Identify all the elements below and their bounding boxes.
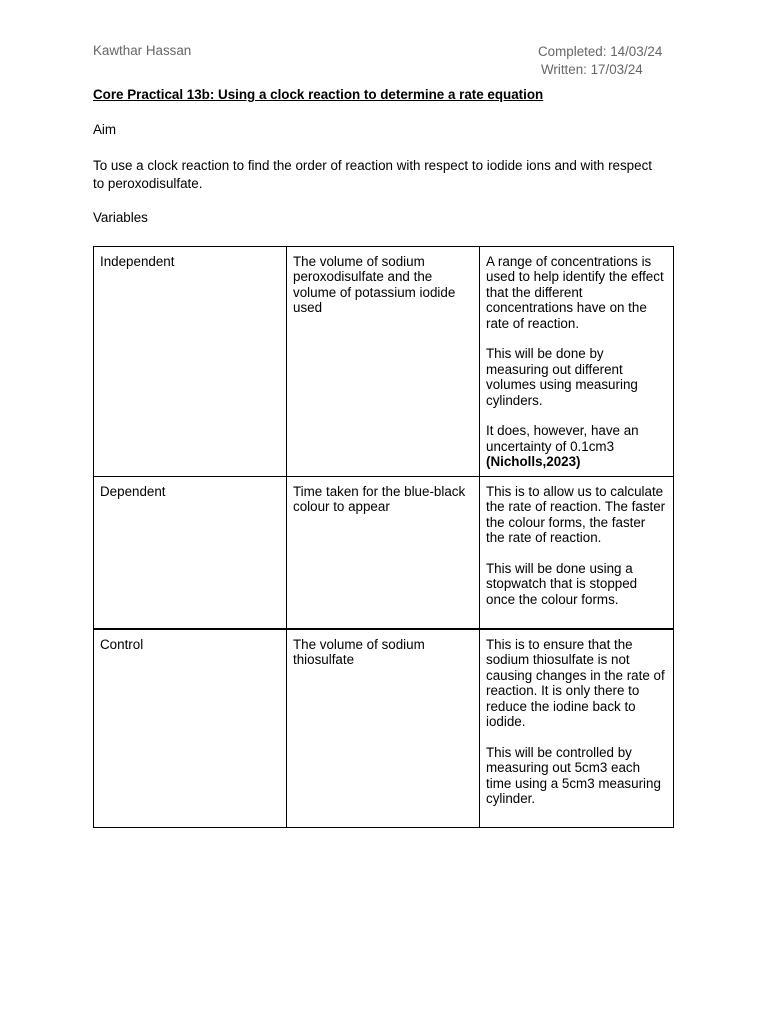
explanation-paragraph: A range of concentrations is used to help identify the effect that the different concentrations have on the rate of reaction. [486, 254, 664, 331]
explanation-paragraph [486, 423, 667, 469]
variables-table [93, 246, 674, 828]
explanation-cell [480, 629, 674, 828]
citation: (Nicholls,2023) [486, 454, 581, 470]
explanation-paragraph: This will be controlled by measuring out 5cm3 each time using a 5cm3 measuring cylinder. [486, 744, 661, 807]
variable-type-cell: Dependent [94, 477, 287, 630]
table-row [94, 247, 674, 477]
variable-description-cell: The volume of sodium peroxodisulfate and the volume of potassium iodide used [287, 247, 480, 477]
table-row [94, 629, 674, 828]
date-block [530, 43, 662, 78]
variable-description-cell: Time taken for the blue-black colour to appear [287, 477, 480, 630]
explanation-paragraph: This is to allow us to calculate the rate of reaction. The faster the colour forms, the faster the rate of reaction. [486, 484, 666, 546]
variable-type-cell: Control [94, 629, 287, 828]
page-title: Core Practical 13b: Using a clock reaction to determine a rate equation [93, 87, 544, 102]
aim-heading: Aim [93, 122, 117, 137]
explanation-cell [480, 477, 674, 630]
completed-date: Completed: 14/03/24 [538, 44, 663, 59]
aim-text: To use a clock reaction to find the order of reaction with respect to iodide ions and with respect to peroxodisulfate. [93, 158, 652, 191]
explanation-text: It does, however, have an uncertainty of 0.1cm3 [486, 423, 639, 454]
variable-type-cell: Independent [94, 247, 287, 477]
table-row [94, 477, 674, 630]
author-name: Kawthar Hassan [93, 43, 192, 58]
explanation-cell [480, 247, 674, 477]
explanation-paragraph: This is to ensure that the sodium thiosulfate is not causing changes in the rate of reaction. It is only there to reduce the iodine back to iodide. [486, 637, 665, 730]
variables-heading: Variables [93, 210, 148, 225]
variable-description-cell: The volume of sodium thiosulfate [287, 629, 480, 828]
explanation-paragraph: This will be done using a stopwatch that is stopped once the colour forms. [486, 561, 638, 607]
explanation-paragraph: This will be done by measuring out different volumes using measuring cylinders. [486, 346, 638, 408]
written-date: Written: 17/03/24 [541, 61, 643, 77]
